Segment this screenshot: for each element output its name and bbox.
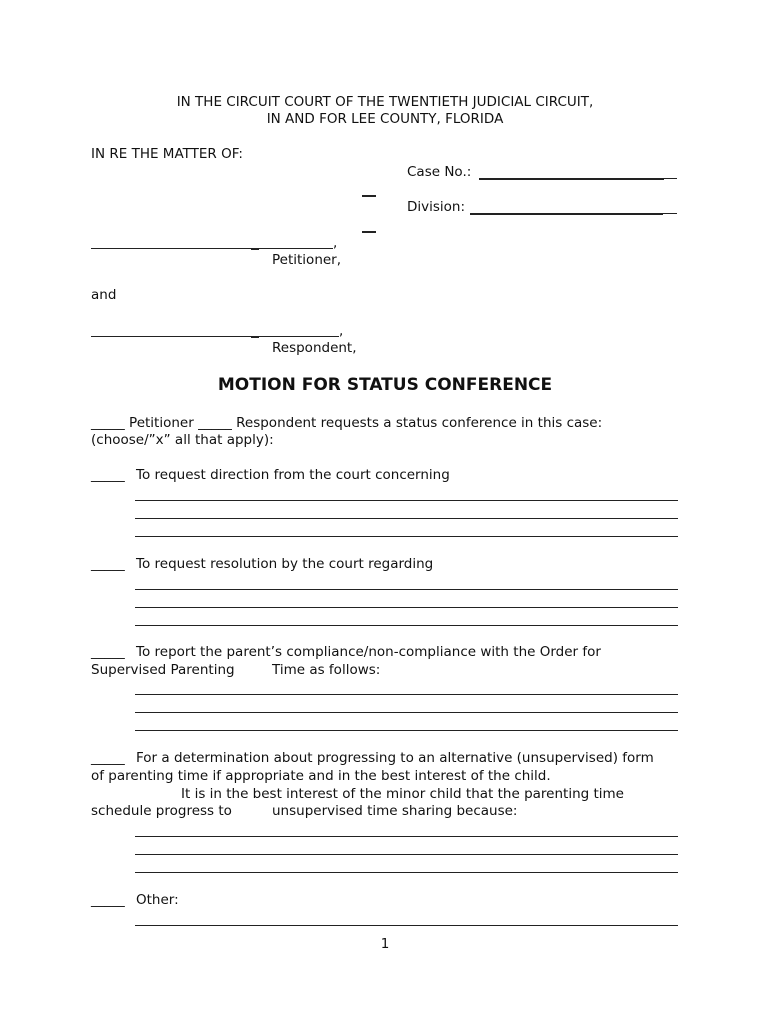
in-re-label: IN RE THE MATTER OF: — [91, 146, 243, 162]
intro-petitioner: Petitioner — [129, 415, 194, 431]
option4-text-line4b: unsupervised time sharing because: — [272, 803, 518, 819]
petitioner-checkbox-blank[interactable]: _____ — [91, 415, 125, 431]
option1-text: To request direction from the court concerning — [136, 467, 450, 483]
division-blank-end — [663, 213, 677, 214]
option3-checkbox-blank[interactable]: _____ — [91, 644, 125, 660]
division-label: Division: — [407, 199, 466, 215]
motion-title: MOTION FOR STATUS CONFERENCE — [217, 375, 553, 395]
and-label: and — [91, 287, 117, 303]
option4-line-3[interactable] — [135, 872, 678, 873]
respondent-name-blank-mark — [251, 336, 259, 338]
option2-checkbox-blank[interactable]: _____ — [91, 556, 125, 572]
option4-line-1[interactable] — [135, 836, 678, 837]
option3-text-line2b: Time as follows: — [272, 662, 381, 678]
petitioner-comma: , — [333, 235, 338, 251]
option4-checkbox-blank[interactable]: _____ — [91, 750, 125, 766]
petitioner-label: Petitioner, — [272, 252, 342, 268]
petitioner-name-blank-end — [259, 248, 333, 249]
page-number: 1 — [380, 936, 390, 952]
respondent-comma: , — [339, 323, 344, 339]
petitioner-name-blank — [91, 248, 251, 249]
case-no-blank-end — [664, 178, 677, 179]
court-header-line1: IN THE CIRCUIT COURT OF THE TWENTIETH JUDICIAL CIRCUIT, — [176, 94, 594, 110]
option3-text-line1: To report the parent’s compliance/non-compliance with the Order for — [136, 644, 601, 660]
option2-line-2[interactable] — [135, 607, 678, 608]
respondent-name-blank — [91, 336, 251, 337]
option4-text-line2: of parenting time if appropriate and in the best interest of the child. — [91, 768, 551, 784]
option2-line-3[interactable] — [135, 625, 678, 626]
option4-text-line4a: schedule progress to — [91, 803, 232, 819]
intro-line1 — [91, 415, 602, 432]
option3-line-1[interactable] — [135, 694, 678, 695]
option5-line-1[interactable] — [135, 925, 678, 926]
case-no-label: Case No.: — [407, 164, 472, 180]
option4-line-2[interactable] — [135, 854, 678, 855]
respondent-label: Respondent, — [272, 340, 357, 356]
intro-rest: Respondent requests a status conference in this case: — [236, 415, 603, 431]
option3-line-3[interactable] — [135, 730, 678, 731]
option2-line-1[interactable] — [135, 589, 678, 590]
option5-checkbox-blank[interactable]: _____ — [91, 892, 125, 908]
option1-line-3[interactable] — [135, 536, 678, 537]
option5-text: Other: — [136, 892, 179, 908]
option3-text-line2a: Supervised Parenting — [91, 662, 235, 678]
option1-line-2[interactable] — [135, 518, 678, 519]
option2-text: To request resolution by the court regarding — [136, 556, 434, 572]
option4-text-line3: It is in the best interest of the minor child that the parenting time — [181, 786, 624, 802]
court-header-line2: IN AND FOR LEE COUNTY, FLORIDA — [266, 111, 504, 127]
option3-line-2[interactable] — [135, 712, 678, 713]
option1-checkbox-blank[interactable]: _____ — [91, 467, 125, 483]
respondent-name-blank-end — [259, 336, 339, 337]
caption-mark-1 — [362, 195, 376, 197]
petitioner-name-blank-mark — [251, 248, 259, 250]
case-no-blank — [479, 178, 664, 180]
division-blank — [470, 213, 663, 215]
option4-text-line1: For a determination about progressing to an alternative (unsupervised) form — [136, 750, 654, 766]
respondent-checkbox-blank[interactable]: _____ — [198, 415, 232, 431]
option1-line-1[interactable] — [135, 500, 678, 501]
intro-line2: (choose/”x” all that apply): — [91, 432, 274, 448]
caption-mark-2 — [362, 231, 376, 233]
